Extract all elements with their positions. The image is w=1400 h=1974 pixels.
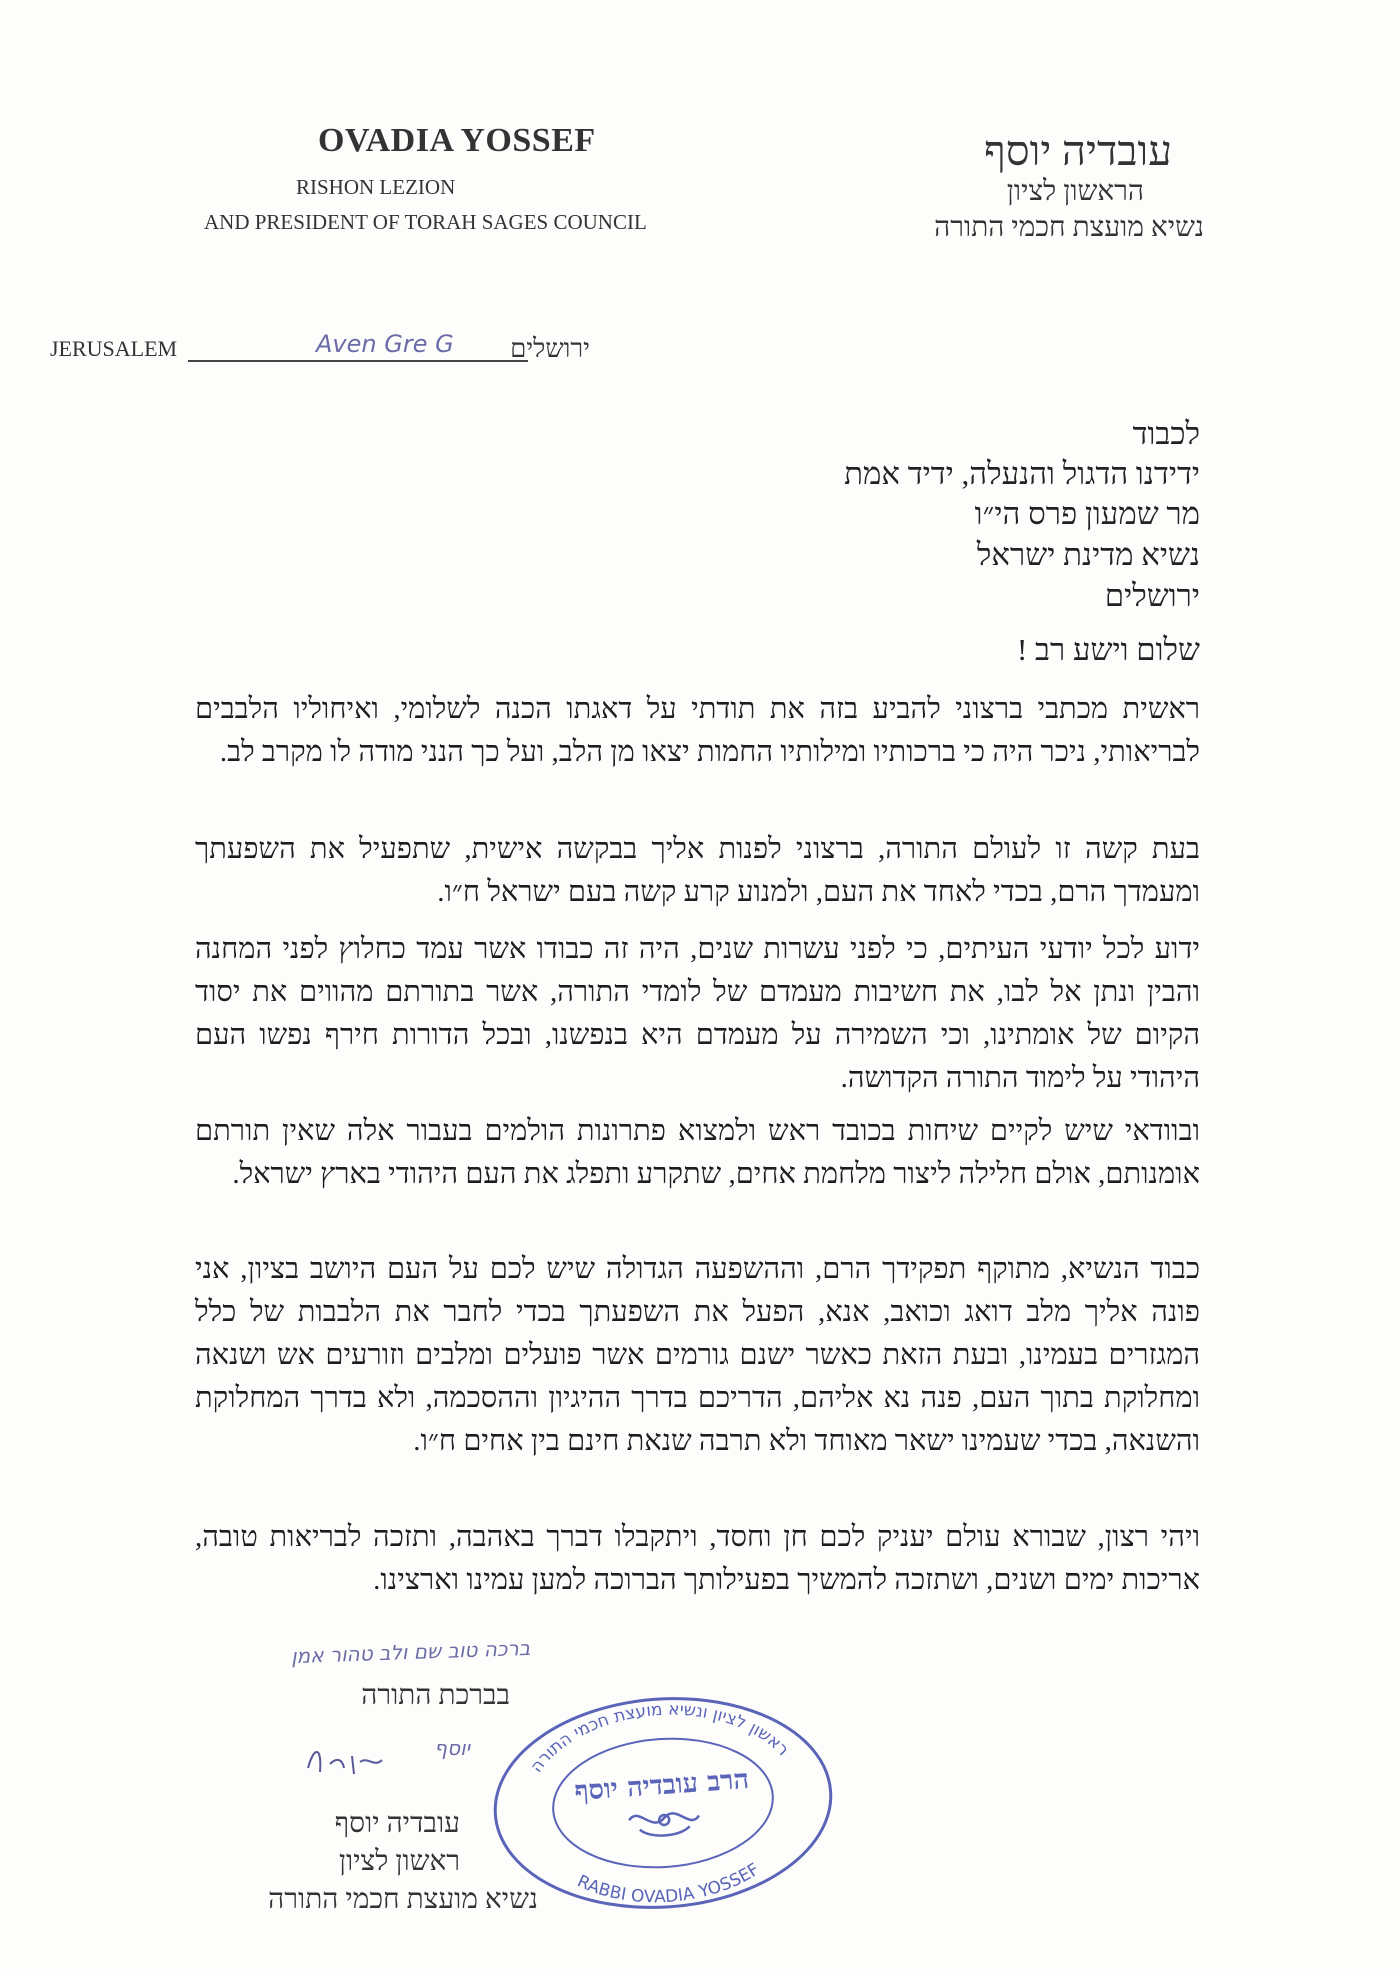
stamp-outer-hebrew-text: ראשון לציון ונשיא מועצת חכמי התורה [526, 1699, 793, 1777]
signature-text: יוסף [434, 1736, 470, 1760]
address-line-1: לכבוד [1132, 416, 1200, 451]
body-paragraph-4: ובוודאי שיש לקיים שיחות בכובד ראש ולמצוא פתרונות הולמים בעבור אלה שאין תורתם אומנותם, אולם חלילה ליצור מלחמת אחים, שתקרע ותפלג את העם היהודי בארץ ישראל. [195, 1115, 1200, 1190]
stamp-ornament-icon [629, 1811, 700, 1837]
letterhead-hebrew-council: נשיא מועצת חכמי התורה [934, 212, 1204, 243]
body-paragraph-2: בעת קשה זו לעולם התורה, ברצוני לפנות אליך בבקשה אישית, שתפעיל את השפעתך ומעמדך הרם, בכדי לאחד את העם, ולמנוע קרע קשה בעם ישראל ח״ו. [195, 833, 1200, 908]
closing-name: עובדיה יוסף [334, 1808, 460, 1839]
letterhead-hebrew-name: עובדיה יוסף [983, 129, 1172, 175]
closing-blessing: בברכת התורה [361, 1680, 510, 1711]
body-paragraph-6: ויהי רצון, שבורא עולם יעניק לכם חן וחסד, ויתקבלו דברך באהבה, ותזכה לבריאות טובה, אריכות ימים ושנים, ושתזכה להמשיך בפעילותך הברוכה למען עמינו וארצינו. [195, 1521, 1200, 1596]
stamp-outer-english-text: RABBI OVADIA YOSSEF [574, 1859, 764, 1908]
stamp-center-text: הרב עובדיה יוסף [573, 1763, 751, 1808]
greeting: שלום וישע רב ! [1016, 632, 1200, 667]
letterhead-english-title: RISHON LEZION [296, 175, 456, 199]
letterhead-english-council: AND PRESIDENT OF TORAH SAGES COUNCIL [204, 210, 647, 234]
letterhead-hebrew-title: הראשון לציון [1006, 176, 1144, 207]
address-line-3: מר שמעון פרס הי״ו [974, 496, 1200, 531]
address-line-5: ירושלים [1104, 578, 1200, 613]
date-line [50, 330, 590, 370]
body-paragraph-5: כבוד הנשיא, מתוקף תפקידך הרם, וההשפעה הגדולה שיש לכם על העם היושב בציון, אני פונה אליך מלב דואג וכואב, אנא, הפעל את השפעתך בכדי לחבר את הלבבות של כלל המגזרים בעמינו, ובעת הזאת כאשר ישנם גורמים אשר פועלים ומלבים וזורעים אש ושנאה ומחלוקת בתוך העם, פנה נא אליהם, הדריכם בדרך ההיגיון וההסכמה, ולא בדרך המחלוקת והשנאה, בכדי שעמינו ישאר מאוחד ולא תרבה שנאת חינם בין אחים ח״ו. [195, 1253, 1200, 1457]
body-paragraph-1: ראשית מכתבי ברצוני להביע בזה את תודתי על דאגתו הכנה לשלומי, ואיחוליו הלבבים לבריאותי, ניכר היה כי ברכותיו ומילותיו החמות יצאו מן הלב, ועל כך הנני מודה לו מקרב לב. [195, 693, 1200, 768]
handwritten-date: Aven Gre G [316, 330, 454, 358]
letterhead-english-name: OVADIA YOSSEF [318, 122, 596, 159]
official-stamp [481, 1680, 846, 1926]
handwritten-note: ברכה טוב שם ולב טהור אמן [290, 1635, 531, 1669]
date-city-english: JERUSALEM [50, 336, 178, 361]
closing-title: ראשון לציון [338, 1846, 460, 1877]
date-underline [188, 360, 528, 362]
address-line-4: נשיא מדינת ישראל [976, 537, 1200, 572]
closing-council: נשיא מועצת חכמי התורה [268, 1884, 538, 1915]
date-city-hebrew: ירושלים [510, 334, 590, 363]
handwritten-signature [300, 1728, 470, 1788]
address-line-2: ידידנו הדגול והנעלה, ידיד אמת [844, 456, 1200, 491]
body-paragraph-3: ידוע לכל יודעי העיתים, כי לפני עשרות שנים, היה זה כבודו אשר עמד כחלוץ לפני המחנה והבין ונתן אל לבו, את חשיבות מעמדם של לומדי התורה, אשר בתורתם מהווים את יסוד הקיום של אומתינו, וכי השמירה על מעמדם היא בנפשנו, ובכל הדורות חירף נפשו העם היהודי על לימוד התורה הקדושה. [195, 933, 1200, 1094]
